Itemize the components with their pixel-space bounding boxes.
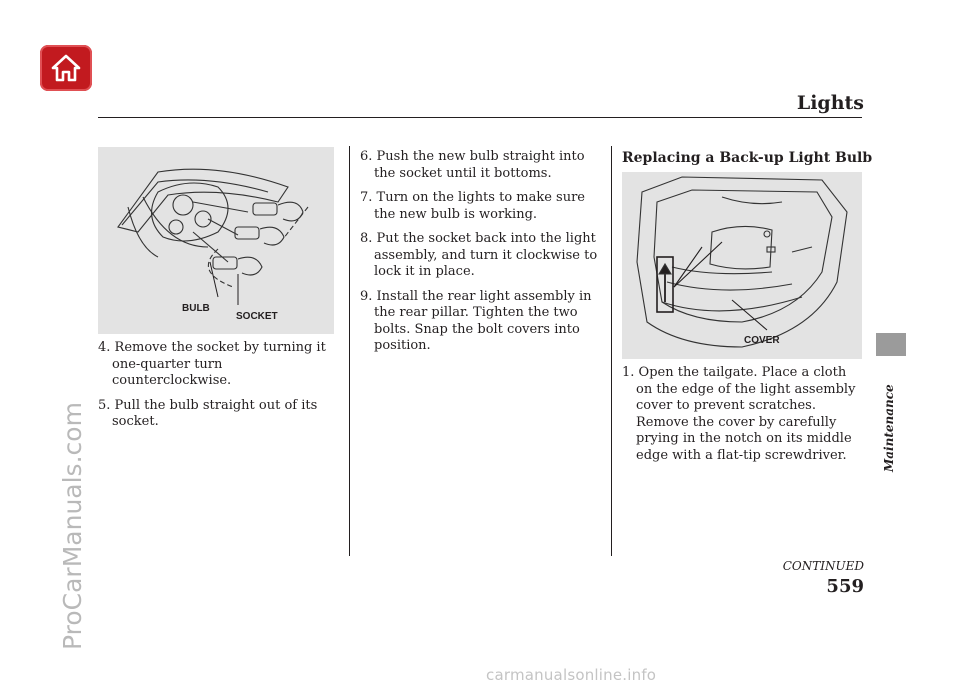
column-3-steps — [622, 365, 862, 472]
step-8: 8. Put the socket back into the light assembly, and turn it clockwise to lock it in place. — [360, 231, 598, 279]
step-4: 4. Remove the socket by turning it one-quarter turn counterclockwise. — [98, 340, 326, 388]
column-divider-2 — [611, 146, 612, 556]
step-7: 7. Turn on the lights to make sure the new bulb is working. — [360, 190, 586, 222]
socket-label: SOCKET — [236, 311, 278, 322]
column-divider-1 — [349, 146, 350, 556]
section-tab-text: Maintenance — [882, 384, 896, 472]
column-1-steps — [98, 340, 338, 439]
section-tab-marker[interactable] — [876, 333, 906, 356]
backup-light-heading: Replacing a Back-up Light Bulb — [622, 150, 873, 166]
tail-light-illustration — [98, 147, 334, 334]
header-rule — [98, 117, 862, 118]
bulb-label: BULB — [182, 303, 210, 314]
watermark-bottom: carmanualsonline.info — [486, 666, 657, 684]
watermark-side — [56, 130, 96, 650]
cover-label: COVER — [744, 335, 780, 346]
home-icon — [50, 53, 82, 83]
backup-light-figure — [622, 172, 862, 359]
step-6: 6. Push the new bulb straight into the socket until it bottoms. — [360, 149, 585, 181]
home-button[interactable] — [40, 45, 92, 91]
section-title: Lights — [796, 92, 864, 114]
column-2-steps — [360, 149, 600, 363]
step-1: 1. Open the tailgate. Place a cloth on the edge of the light assembly cover to prevent scratches. Remove the cover by carefully prying in the notch on its middle edge with a flat-tip screwdriver. — [622, 365, 856, 463]
step-5: 5. Pull the bulb straight out of its socket. — [98, 397, 318, 429]
watermark-side-text: ProCarManuals.com — [58, 402, 87, 650]
section-tab-label — [876, 362, 906, 472]
tailgate-illustration — [622, 172, 862, 359]
tail-light-figure — [98, 147, 334, 334]
step-9: 9. Install the rear light assembly in the rear pillar. Tighten the two bolts. Snap the bolt covers into position. — [360, 288, 592, 353]
continued-label: CONTINUED — [782, 559, 864, 573]
page-number: 559 — [826, 576, 864, 597]
